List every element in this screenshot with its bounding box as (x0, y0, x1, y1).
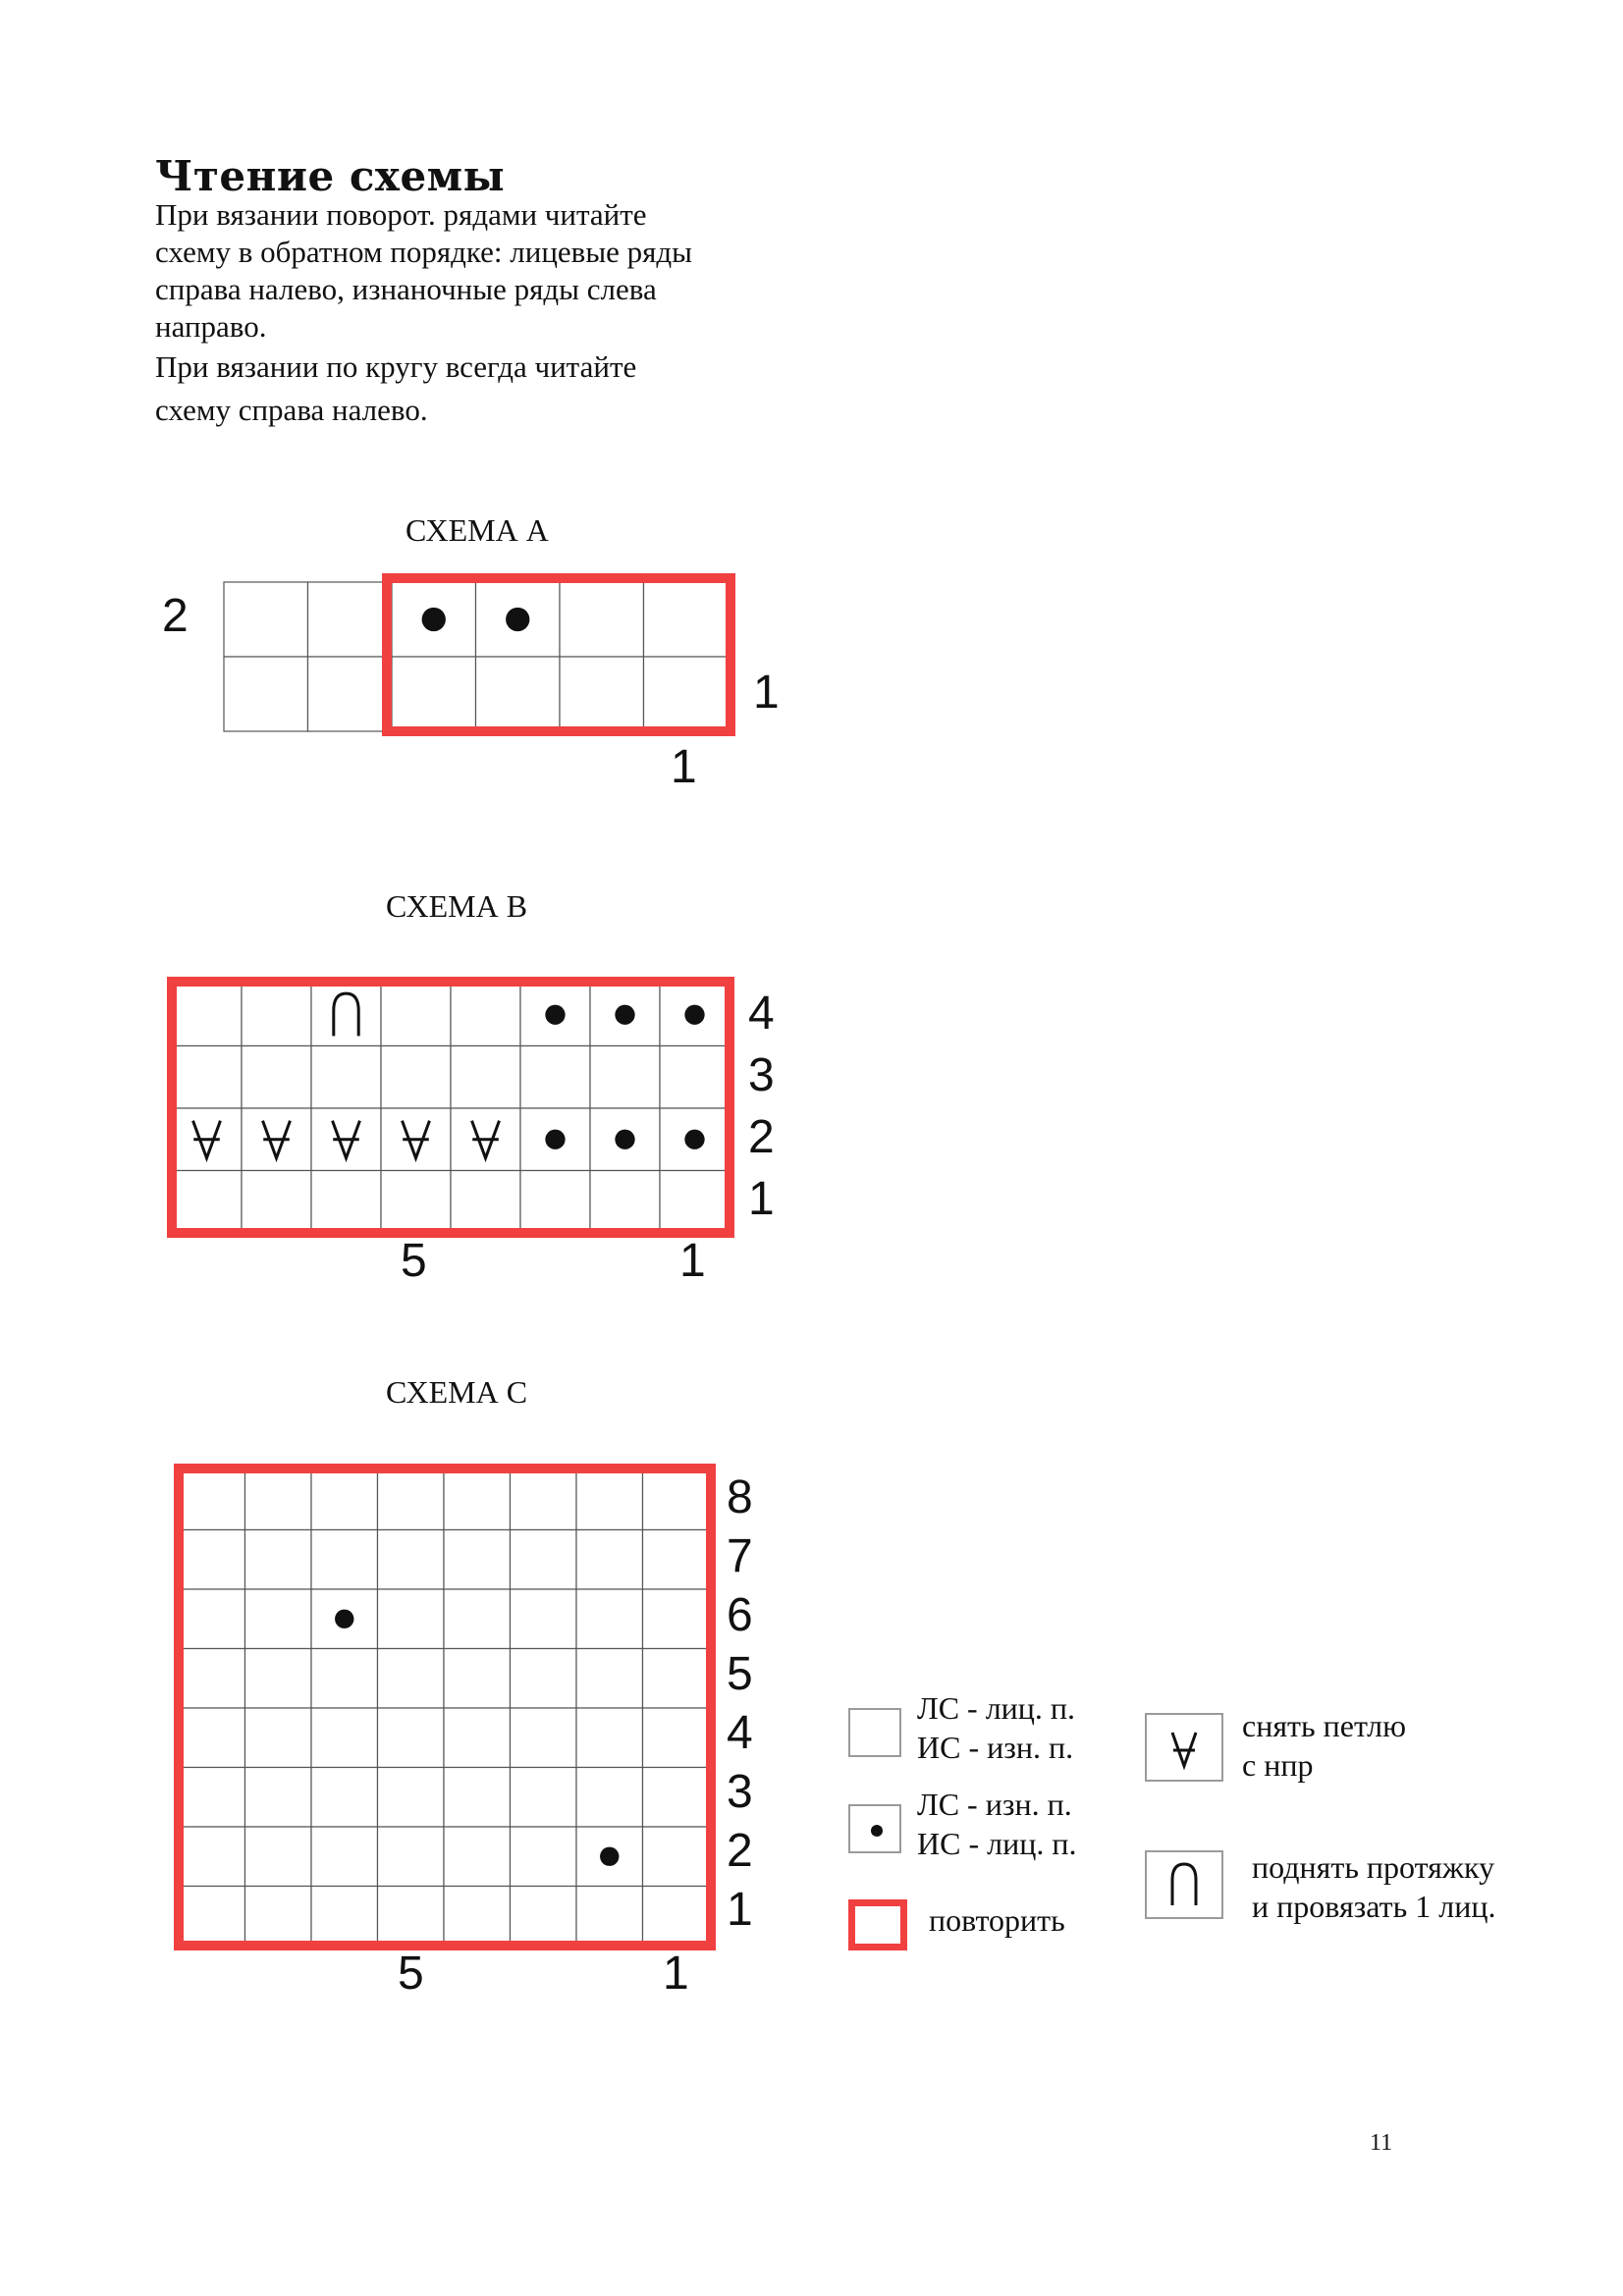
scheme-b-cell (590, 1171, 660, 1234)
scheme-c-cell (245, 1768, 312, 1828)
scheme-c-cell (378, 1589, 445, 1649)
scheme-c-cell (179, 1827, 245, 1887)
scheme-c-cell (643, 1708, 710, 1768)
purl-dot-mark (615, 1005, 634, 1025)
scheme-b-cell (172, 1171, 242, 1234)
scheme-c-row-label: 6 (727, 1589, 753, 1641)
legend-line: ИС - изн. п. (917, 1730, 1074, 1765)
lift-loop-icon (1147, 1852, 1221, 1917)
legend-line: ЛС - лиц. п. (917, 1690, 1076, 1726)
scheme-a-row-label-right: 1 (753, 667, 780, 719)
scheme-c-cell (311, 1530, 378, 1590)
scheme-c-cell (576, 1768, 643, 1828)
scheme-a-cell (560, 657, 644, 731)
scheme-c-cell (179, 1768, 245, 1828)
scheme-b-cell (172, 1046, 242, 1109)
scheme-c-cell (179, 1708, 245, 1768)
scheme-b-cell (660, 1171, 730, 1234)
purl-dot-mark (615, 1130, 634, 1149)
scheme-b-cell (381, 1046, 451, 1109)
scheme-b-row-label: 1 (748, 1173, 775, 1225)
legend-line: ИС - лиц. п. (917, 1826, 1077, 1861)
scheme-c-row-label: 7 (727, 1530, 753, 1582)
scheme-c-row-label: 1 (727, 1884, 753, 1936)
legend-purl-text (917, 1785, 1076, 1863)
purl-dot-mark (545, 1130, 565, 1149)
purl-dot-mark (335, 1610, 353, 1629)
scheme-c-title: СХЕМА С (386, 1374, 528, 1410)
text-line: При вязании поворот. рядами читайте (155, 197, 647, 232)
scheme-c-cell (511, 1708, 577, 1768)
scheme-c-cell (643, 1768, 710, 1828)
scheme-c-row-label: 4 (727, 1707, 753, 1759)
scheme-c-cell (511, 1887, 577, 1947)
scheme-c-row-label: 5 (727, 1648, 753, 1700)
scheme-b-cell (311, 1046, 381, 1109)
scheme-b-row-label: 3 (748, 1049, 775, 1101)
legend-slip-symbol (1145, 1713, 1223, 1782)
scheme-c-cell (643, 1827, 710, 1887)
purl-dot-mark (545, 1005, 565, 1025)
text-line: справа налево, изнаночные ряды слева (155, 272, 657, 306)
purl-dot-mark (684, 1005, 704, 1025)
page-number: 11 (1370, 2130, 1393, 2156)
purl-dot-mark (422, 608, 446, 631)
scheme-c-cell (245, 1470, 312, 1530)
page-heading: Чтение схемы (155, 152, 506, 200)
scheme-b-cell (520, 1046, 590, 1109)
scheme-c-cell (511, 1649, 577, 1709)
scheme-c-cell (179, 1470, 245, 1530)
legend-knit-symbol (848, 1708, 901, 1757)
scheme-a-cell (224, 657, 308, 731)
scheme-b-column-label: 5 (401, 1235, 427, 1287)
scheme-c-cell (311, 1827, 378, 1887)
scheme-c-cell (378, 1827, 445, 1887)
scheme-a-cell (308, 657, 393, 731)
scheme-a-cell (308, 582, 393, 657)
scheme-a-cell (392, 657, 476, 731)
text-line: схему в обратном порядке: лицевые ряды (155, 235, 693, 269)
purl-dot-mark (600, 1847, 619, 1866)
scheme-b-cell (172, 984, 242, 1046)
scheme-c-cell (378, 1530, 445, 1590)
scheme-c-cell (179, 1589, 245, 1649)
scheme-a-row-label-left: 2 (162, 590, 189, 642)
legend-line: с нпр (1242, 1747, 1314, 1783)
legend-repeat-symbol (848, 1899, 907, 1950)
scheme-c-cell (576, 1649, 643, 1709)
scheme-c-row-label: 2 (727, 1825, 753, 1877)
scheme-b-cell (311, 1171, 381, 1234)
purl-dot-mark (684, 1130, 704, 1149)
scheme-a-cell (560, 582, 644, 657)
scheme-b-cell (242, 1046, 311, 1109)
scheme-c-cell (179, 1887, 245, 1947)
text-line: При вязании по кругу всегда читайте (155, 349, 637, 384)
scheme-a-cell (644, 657, 729, 731)
scheme-c-cell (444, 1708, 511, 1768)
scheme-c-cell (378, 1708, 445, 1768)
scheme-c-cell (378, 1470, 445, 1530)
scheme-a-column-label: 1 (671, 741, 697, 793)
scheme-c-cell (444, 1827, 511, 1887)
scheme-c-cell (378, 1887, 445, 1947)
scheme-c-row-label: 3 (727, 1766, 753, 1818)
scheme-a-title: СХЕМА А (406, 512, 549, 548)
scheme-c-cell (245, 1589, 312, 1649)
scheme-c-cell (643, 1530, 710, 1590)
scheme-c-cell (444, 1470, 511, 1530)
scheme-b-cell (451, 984, 520, 1046)
scheme-c-cell (444, 1530, 511, 1590)
scheme-b-cell (520, 1171, 590, 1234)
scheme-a-cell (644, 582, 729, 657)
legend-line: снять петлю (1242, 1708, 1407, 1743)
scheme-a-cell (476, 657, 561, 731)
scheme-b-cell (381, 1171, 451, 1234)
scheme-b-row-label: 4 (748, 988, 775, 1040)
scheme-c-row-label: 8 (727, 1471, 753, 1523)
legend-line: ЛС - изн. п. (917, 1787, 1072, 1822)
scheme-b-cell (660, 1046, 730, 1109)
scheme-c-cell (311, 1887, 378, 1947)
scheme-c-cell (444, 1649, 511, 1709)
legend-knit-text (917, 1688, 1075, 1767)
scheme-b-cell (242, 1171, 311, 1234)
scheme-c-cell (311, 1649, 378, 1709)
scheme-c-cell (576, 1589, 643, 1649)
scheme-c-cell (576, 1530, 643, 1590)
scheme-c-cell (245, 1827, 312, 1887)
text-line: схему справа налево. (155, 393, 428, 427)
scheme-c-cell (378, 1649, 445, 1709)
scheme-c-cell (378, 1768, 445, 1828)
scheme-c-cell (511, 1530, 577, 1590)
scheme-b-cell (451, 1046, 520, 1109)
scheme-c-cell (511, 1470, 577, 1530)
purl-dot-mark (506, 608, 529, 631)
scheme-b-cell (451, 1171, 520, 1234)
scheme-c-column-label: 1 (663, 1948, 689, 2000)
scheme-c-cell (245, 1530, 312, 1590)
legend-lift-symbol (1145, 1850, 1223, 1919)
scheme-c-cell (511, 1589, 577, 1649)
text-line: направо. (155, 309, 267, 344)
scheme-b-title: СХЕМА В (386, 888, 528, 924)
legend-purl-symbol (848, 1804, 901, 1853)
scheme-c-cell (245, 1649, 312, 1709)
legend-slip-text (1242, 1706, 1406, 1785)
scheme-c-cell (179, 1649, 245, 1709)
scheme-c-cell (311, 1768, 378, 1828)
scheme-c-cell (245, 1708, 312, 1768)
scheme-c-cell (643, 1589, 710, 1649)
scheme-c-cell (179, 1530, 245, 1590)
scheme-b-cell (381, 984, 451, 1046)
scheme-b-column-label: 1 (679, 1235, 706, 1287)
scheme-c-cell (511, 1827, 577, 1887)
scheme-c-cell (311, 1470, 378, 1530)
legend-repeat-text: повторить (929, 1902, 1065, 1938)
scheme-b-cell (242, 984, 311, 1046)
legend-line: поднять протяжку (1252, 1849, 1495, 1885)
scheme-c-cell (245, 1887, 312, 1947)
scheme-c-column-label: 5 (398, 1948, 424, 2000)
legend-line: и провязать 1 лиц. (1252, 1889, 1496, 1924)
scheme-c-cell (311, 1708, 378, 1768)
scheme-c-cell (576, 1708, 643, 1768)
scheme-b-row-label: 2 (748, 1111, 775, 1163)
scheme-c-cell (643, 1887, 710, 1947)
scheme-c-cell (643, 1649, 710, 1709)
scheme-c-cell (444, 1589, 511, 1649)
scheme-c-cell (444, 1887, 511, 1947)
dot-icon (871, 1825, 883, 1837)
scheme-c-cell (576, 1887, 643, 1947)
scheme-c-cell (643, 1470, 710, 1530)
scheme-c-cell (444, 1768, 511, 1828)
scheme-a-cell (224, 582, 308, 657)
scheme-b-cell (590, 1046, 660, 1109)
scheme-c-cell (511, 1768, 577, 1828)
legend-lift-text (1252, 1847, 1495, 1926)
scheme-c-cell (576, 1470, 643, 1530)
slip-stitch-icon (1147, 1715, 1221, 1780)
